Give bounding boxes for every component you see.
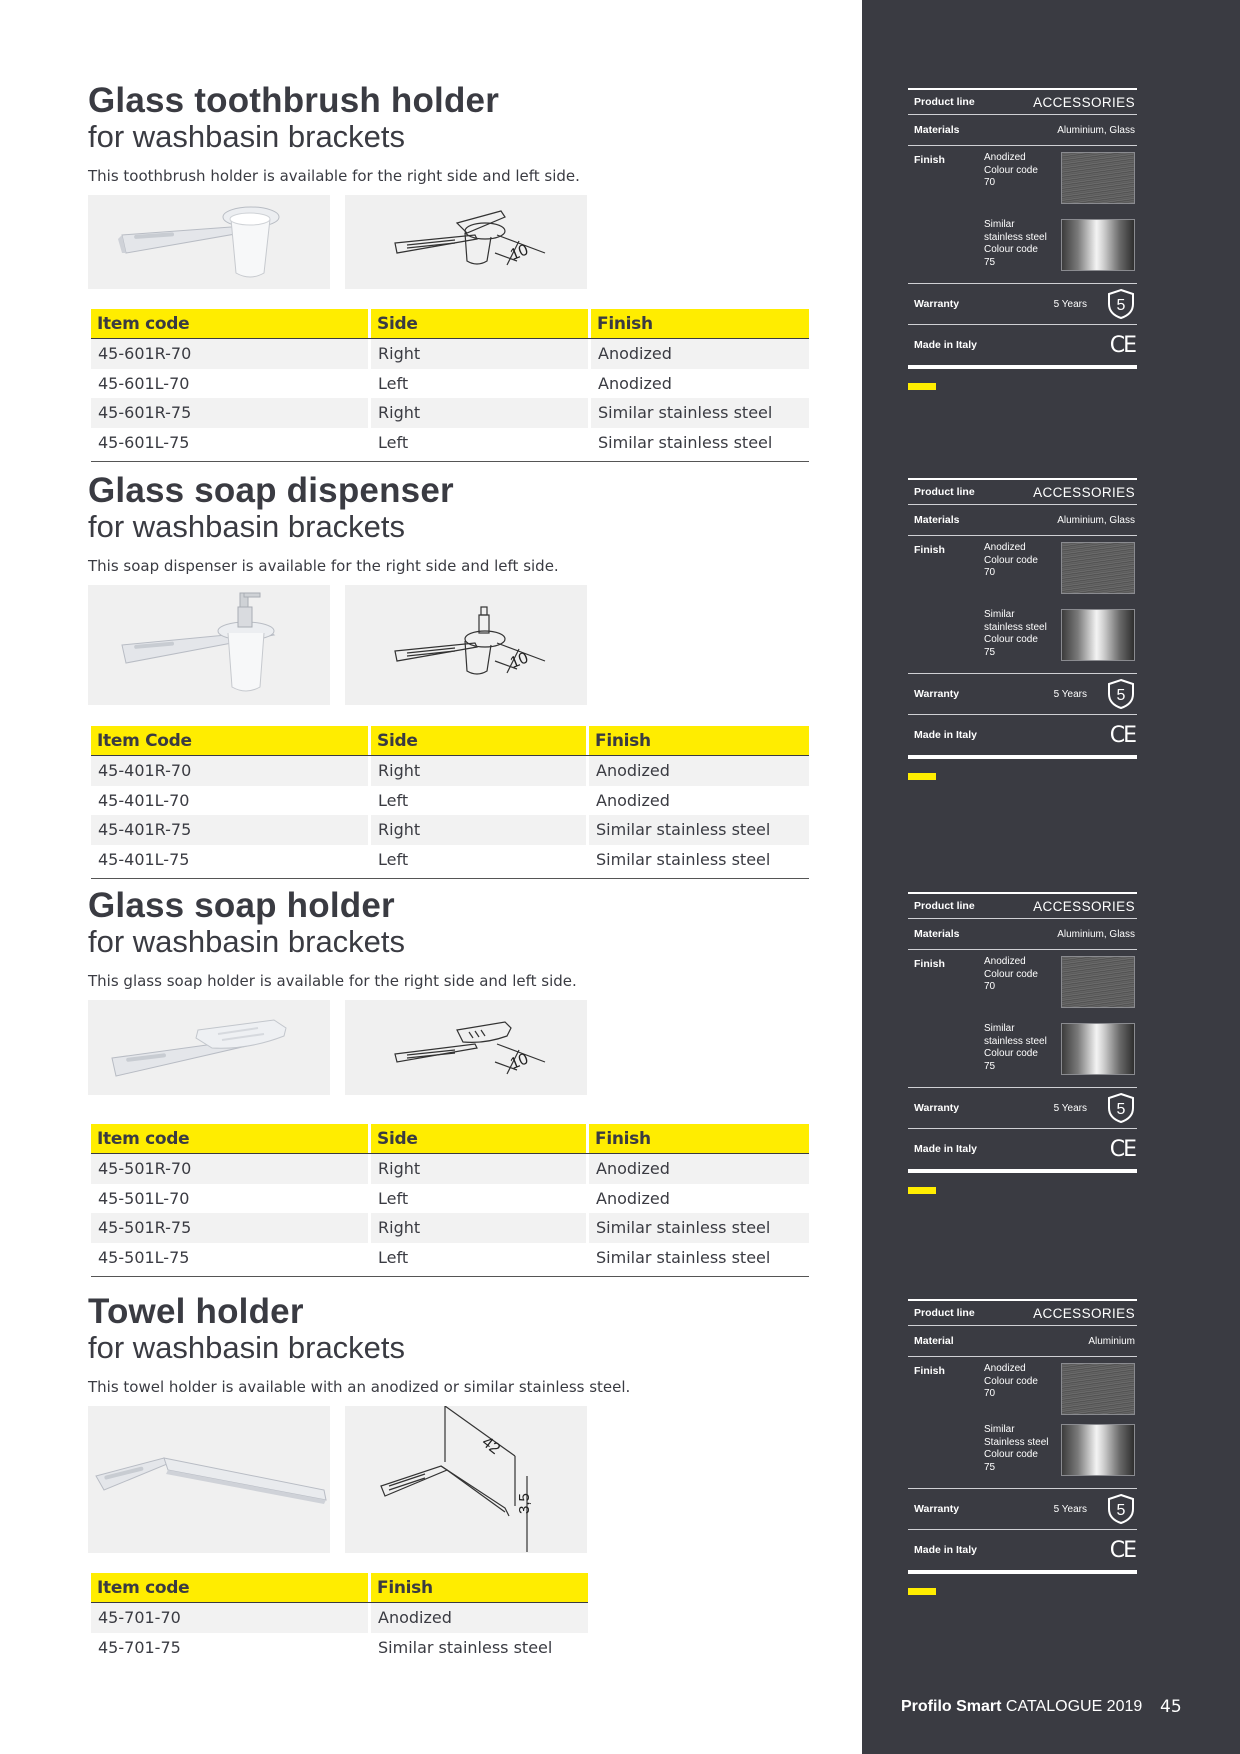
item-code-cell: 45-501L-75 xyxy=(91,1243,371,1273)
divider xyxy=(908,1169,1137,1173)
yellow-accent-bar xyxy=(908,1187,936,1194)
divider xyxy=(908,1570,1137,1574)
finish-name: Anodized xyxy=(984,956,1026,967)
made-in-label: Made in Italy xyxy=(914,1143,978,1155)
finish-swatches xyxy=(984,152,1135,277)
product-description: This toothbrush holder is available for the right side and left side. xyxy=(88,167,580,185)
warranty-right xyxy=(1054,678,1135,710)
finish-option-steel xyxy=(984,1023,1135,1081)
finish-cell: Anodized xyxy=(596,1188,670,1208)
anodized-swatch xyxy=(1061,1363,1135,1415)
finish-row xyxy=(908,950,1137,1087)
finish-option-text xyxy=(984,956,1054,994)
item-code-cell: 45-701-70 xyxy=(91,1603,371,1633)
colour-code-label: Colour code xyxy=(984,1375,1038,1387)
soap-dispenser-drawing xyxy=(345,585,587,705)
product-line-row xyxy=(908,1301,1137,1325)
table-row xyxy=(91,1633,588,1663)
finish-cell: Similar stainless steel xyxy=(378,1637,553,1657)
table-row xyxy=(91,815,809,845)
warranty-shield-icon xyxy=(1107,1092,1135,1124)
warranty-label: Warranty xyxy=(914,298,960,310)
warranty-right xyxy=(1054,1493,1135,1525)
header-item-code: Item code xyxy=(91,1573,371,1602)
warranty-value: 5 Years xyxy=(1053,1503,1087,1515)
side-cell: Right xyxy=(371,1154,589,1184)
product-subtitle: for washbasin brackets xyxy=(88,924,406,959)
item-code-cell: 45-401L-75 xyxy=(91,845,371,875)
colour-code: 75 xyxy=(984,646,996,658)
side-cell: Right xyxy=(371,1213,589,1243)
made-in-label: Made in Italy xyxy=(914,1544,978,1556)
finish-option-text xyxy=(984,542,1054,580)
side-cell: Left xyxy=(371,1184,589,1214)
product-toothbrush-holder xyxy=(88,82,810,186)
product-subtitle: for washbasin brackets xyxy=(88,119,406,154)
finish-swatches xyxy=(984,956,1135,1081)
finish-cell: Similar stainless steel xyxy=(598,432,773,452)
product-title: Glass toothbrush holder xyxy=(88,81,500,120)
ce-mark-icon: CE xyxy=(1109,1537,1135,1563)
warranty-shield-icon xyxy=(1107,678,1135,710)
dimension-label: 10 xyxy=(507,1050,531,1073)
toothbrush-holder-photo xyxy=(88,195,330,289)
colour-code: 70 xyxy=(984,1388,996,1399)
finish-option-steel xyxy=(984,1424,1135,1482)
finish-cell: Anodized xyxy=(596,790,670,810)
colour-code-label: Colour code xyxy=(984,1449,1038,1460)
soap-dispenser-photo xyxy=(88,585,330,705)
made-in-row xyxy=(908,1530,1137,1570)
table-row xyxy=(91,1154,809,1184)
page-number: 45 xyxy=(1160,1697,1182,1717)
product-line-value: ACCESSORIES xyxy=(1033,94,1135,110)
finish-cell: Similar stainless steel xyxy=(589,815,809,845)
made-in-row xyxy=(908,1129,1137,1169)
made-in-label: Made in Italy xyxy=(914,729,978,741)
finish-cell: Anodized xyxy=(589,1154,809,1184)
colour-code: 75 xyxy=(984,256,996,268)
product-line-label: Product line xyxy=(914,900,975,912)
product-line-row xyxy=(908,480,1137,504)
materials-row xyxy=(908,505,1137,535)
product-line-value: ACCESSORIES xyxy=(1033,484,1135,500)
header-finish: Finish xyxy=(377,1578,433,1598)
item-code-cell: 45-601L-70 xyxy=(91,369,371,399)
warranty-label: Warranty xyxy=(914,1503,960,1515)
colour-code: 75 xyxy=(984,1060,996,1072)
product-description: This glass soap holder is available for the right side and left side. xyxy=(88,972,577,990)
product-description: This towel holder is available with an anodized or similar stainless steel. xyxy=(88,1378,631,1396)
table-row xyxy=(91,1184,809,1214)
side-cell: Right xyxy=(371,815,589,845)
ce-mark-icon: CE xyxy=(1109,1136,1135,1162)
finish-option-text xyxy=(984,152,1054,190)
finish-name: Similar xyxy=(984,1424,1015,1435)
header-side: Side xyxy=(371,726,589,755)
footer-brand xyxy=(901,1698,1142,1716)
warranty-row xyxy=(908,1489,1137,1529)
finish-row xyxy=(908,146,1137,283)
toothbrush-holder-technical-drawing-icon xyxy=(345,195,587,289)
towel-holder-photo xyxy=(88,1406,330,1553)
towel-holder-drawing xyxy=(345,1406,587,1553)
finish-cell: Similar stainless steel xyxy=(596,849,771,869)
colour-code-label: Colour code xyxy=(984,968,1038,980)
colour-code: 70 xyxy=(984,567,996,578)
finish-name: Similar xyxy=(984,1023,1015,1034)
table-row xyxy=(91,1243,809,1273)
colour-code-label: Colour code xyxy=(984,554,1038,566)
soap-holder-technical-drawing-icon xyxy=(345,1000,587,1095)
anodized-swatch xyxy=(1061,152,1135,204)
product-title: Glass soap holder xyxy=(88,886,395,925)
product-line-row xyxy=(908,894,1137,918)
table-header xyxy=(91,1124,809,1154)
warranty-shield-icon xyxy=(1107,288,1135,320)
item-code-cell: 45-601R-75 xyxy=(91,398,371,428)
header-item-code: Item code xyxy=(91,309,371,338)
table-divider xyxy=(91,1276,809,1277)
materials-value: Aluminium, Glass xyxy=(1057,928,1135,940)
finish-swatches xyxy=(984,542,1135,667)
soap-dispenser-table xyxy=(91,726,809,879)
colour-code-label: Colour code xyxy=(984,244,1038,255)
materials-label: Material xyxy=(914,1335,954,1347)
table-divider xyxy=(91,878,809,879)
side-cell: Left xyxy=(371,369,591,399)
towel-holder-table xyxy=(91,1573,588,1662)
steel-swatch xyxy=(1061,1424,1135,1476)
side-cell: Left xyxy=(371,428,591,458)
finish-label: Finish xyxy=(914,544,945,556)
table-header xyxy=(91,726,809,756)
item-code-cell: 45-401R-70 xyxy=(91,756,371,786)
product-line-label: Product line xyxy=(914,1307,975,1319)
finish-option-text xyxy=(984,219,1054,269)
spec-card xyxy=(908,1299,1137,1595)
finish-option-anodized xyxy=(984,1363,1135,1419)
finish-name-cont: stainless steel xyxy=(984,621,1047,633)
item-code-cell: 45-501R-70 xyxy=(91,1154,371,1184)
table-row xyxy=(91,845,809,875)
warranty-years-icon-text: 5 xyxy=(1116,297,1126,314)
made-in-label: Made in Italy xyxy=(914,339,978,351)
header-side: Side xyxy=(371,1124,589,1153)
warranty-right xyxy=(1054,288,1135,320)
soap-holder-photo xyxy=(88,1000,330,1095)
materials-label: Materials xyxy=(914,514,960,526)
product-line-label: Product line xyxy=(914,96,975,108)
table-row xyxy=(91,1213,809,1243)
side-cell: Right xyxy=(371,756,589,786)
colour-code: 70 xyxy=(984,981,996,992)
finish-label: Finish xyxy=(914,1365,945,1377)
materials-label: Materials xyxy=(914,124,960,136)
yellow-accent-bar xyxy=(908,383,936,390)
finish-option-anodized xyxy=(984,152,1135,214)
finish-option-text xyxy=(984,1023,1054,1073)
soap-holder-render-icon xyxy=(88,1000,330,1095)
finish-option-text xyxy=(984,609,1054,659)
header-item-code: Item code xyxy=(91,1124,371,1153)
colour-code-label: Colour code xyxy=(984,164,1038,176)
materials-value: Aluminium, Glass xyxy=(1057,124,1135,136)
warranty-shield-icon xyxy=(1107,1493,1135,1525)
product-soap-holder xyxy=(88,887,810,991)
soap-dispenser-technical-drawing-icon xyxy=(345,585,587,705)
colour-code-label: Colour code xyxy=(984,634,1038,645)
item-code-cell: 45-601L-75 xyxy=(91,428,371,458)
steel-swatch xyxy=(1061,1023,1135,1075)
finish-cell: Anodized xyxy=(598,373,672,393)
warranty-years-icon-text: 5 xyxy=(1116,1101,1126,1118)
finish-cell: Similar stainless steel xyxy=(596,1247,771,1267)
warranty-value: 5 Years xyxy=(1053,688,1087,700)
colour-code: 75 xyxy=(984,1461,996,1473)
finish-label: Finish xyxy=(914,958,945,970)
colour-code-label: Colour code xyxy=(984,1048,1038,1059)
product-line-value: ACCESSORIES xyxy=(1033,898,1135,914)
materials-row xyxy=(908,115,1137,145)
product-line-row xyxy=(908,90,1137,114)
finish-row xyxy=(908,536,1137,673)
finish-name-cont: stainless steel xyxy=(984,231,1047,243)
warranty-label: Warranty xyxy=(914,688,960,700)
steel-swatch xyxy=(1061,219,1135,271)
materials-row xyxy=(908,1326,1137,1356)
finish-cell: Similar stainless steel xyxy=(591,398,809,428)
finish-cell: Anodized xyxy=(591,339,809,369)
finish-option-steel xyxy=(984,609,1135,667)
spec-card xyxy=(908,88,1137,390)
catalogue-label: CATALOGUE 2019 xyxy=(1005,1698,1143,1715)
table-row xyxy=(91,756,809,786)
finish-name: Similar xyxy=(984,219,1015,230)
warranty-years-icon-text: 5 xyxy=(1116,1502,1126,1519)
materials-label: Materials xyxy=(914,928,960,940)
dimension-label: 10 xyxy=(507,649,531,672)
spec-card xyxy=(908,478,1137,780)
toothbrush-holder-render-icon xyxy=(88,195,330,289)
finish-cell: Anodized xyxy=(589,756,809,786)
table-row xyxy=(91,398,809,428)
table-header xyxy=(91,309,809,339)
table-row xyxy=(91,339,809,369)
materials-value: Aluminium, Glass xyxy=(1057,514,1135,526)
product-title: Glass soap dispenser xyxy=(88,471,454,510)
item-code-cell: 45-601R-70 xyxy=(91,339,371,369)
side-cell: Left xyxy=(371,845,589,875)
finish-row xyxy=(908,1357,1137,1488)
divider xyxy=(908,755,1137,759)
finish-name-cont: Stainless steel xyxy=(984,1436,1049,1448)
made-in-row xyxy=(908,325,1137,365)
table-header xyxy=(91,1573,588,1603)
soap-dispenser-render-icon xyxy=(88,585,330,705)
warranty-row xyxy=(908,284,1137,324)
table-row xyxy=(91,369,809,399)
yellow-accent-bar xyxy=(908,773,936,780)
finish-cell: Similar stainless steel xyxy=(589,1213,809,1243)
brand-name: Profilo Smart xyxy=(901,1698,1002,1715)
item-code-cell: 45-501L-70 xyxy=(91,1184,371,1214)
warranty-right xyxy=(1054,1092,1135,1124)
product-title: Towel holder xyxy=(88,1292,304,1331)
spec-card xyxy=(908,892,1137,1194)
product-description: This soap dispenser is available for the right side and left side. xyxy=(88,557,559,575)
product-subtitle: for washbasin brackets xyxy=(88,1330,406,1365)
header-side: Side xyxy=(371,309,591,338)
dimension-label-b: 3,5 xyxy=(516,1493,533,1514)
table-row xyxy=(91,786,809,816)
side-cell: Right xyxy=(371,339,591,369)
warranty-row xyxy=(908,1088,1137,1128)
header-finish: Finish xyxy=(597,314,653,334)
side-cell: Right xyxy=(371,398,591,428)
product-line-value: ACCESSORIES xyxy=(1033,1305,1135,1321)
finish-swatches xyxy=(984,1363,1135,1482)
materials-value: Aluminium xyxy=(1088,1335,1135,1347)
table-divider xyxy=(91,461,809,462)
header-finish: Finish xyxy=(595,731,651,751)
product-towel-holder xyxy=(88,1293,810,1397)
warranty-years-icon-text: 5 xyxy=(1116,687,1126,704)
header-item-code: Item Code xyxy=(91,726,371,755)
product-line-label: Product line xyxy=(914,486,975,498)
product-subtitle: for washbasin brackets xyxy=(88,509,406,544)
warranty-value: 5 Years xyxy=(1053,298,1087,310)
finish-option-anodized xyxy=(984,542,1135,604)
towel-holder-render-icon xyxy=(88,1406,330,1553)
divider xyxy=(908,365,1137,369)
anodized-swatch xyxy=(1061,542,1135,594)
towel-holder-technical-drawing-icon xyxy=(345,1406,587,1553)
finish-cell: Anodized xyxy=(371,1603,588,1633)
toothbrush-holder-table xyxy=(91,309,809,462)
finish-name-cont: stainless steel xyxy=(984,1035,1047,1047)
finish-name: Anodized xyxy=(984,152,1026,163)
item-code-cell: 45-401R-75 xyxy=(91,815,371,845)
item-code-cell: 45-501R-75 xyxy=(91,1213,371,1243)
finish-option-text xyxy=(984,1363,1054,1401)
colour-code: 70 xyxy=(984,177,996,188)
warranty-value: 5 Years xyxy=(1053,1102,1087,1114)
materials-row xyxy=(908,919,1137,949)
soap-holder-drawing xyxy=(345,1000,587,1095)
made-in-row xyxy=(908,715,1137,755)
toothbrush-holder-drawing xyxy=(345,195,587,289)
steel-swatch xyxy=(1061,609,1135,661)
soap-holder-table xyxy=(91,1124,809,1277)
header-finish: Finish xyxy=(595,1129,651,1149)
dimension-label-a: 42 xyxy=(478,1433,503,1459)
table-row xyxy=(91,428,809,458)
product-soap-dispenser xyxy=(88,472,810,576)
finish-label: Finish xyxy=(914,154,945,166)
item-code-cell: 45-701-75 xyxy=(91,1633,371,1663)
finish-option-text xyxy=(984,1424,1054,1474)
side-cell: Left xyxy=(371,1243,589,1273)
table-row xyxy=(91,1603,588,1633)
finish-name: Anodized xyxy=(984,542,1026,553)
finish-name: Similar xyxy=(984,609,1015,620)
finish-name: Anodized xyxy=(984,1363,1026,1374)
yellow-accent-bar xyxy=(908,1588,936,1595)
finish-option-steel xyxy=(984,219,1135,277)
finish-option-anodized xyxy=(984,956,1135,1018)
anodized-swatch xyxy=(1061,956,1135,1008)
item-code-cell: 45-401L-70 xyxy=(91,786,371,816)
ce-mark-icon: CE xyxy=(1109,722,1135,748)
ce-mark-icon: CE xyxy=(1109,332,1135,358)
warranty-row xyxy=(908,674,1137,714)
side-cell: Left xyxy=(371,786,589,816)
warranty-label: Warranty xyxy=(914,1102,960,1114)
dimension-label: 10 xyxy=(507,241,531,264)
